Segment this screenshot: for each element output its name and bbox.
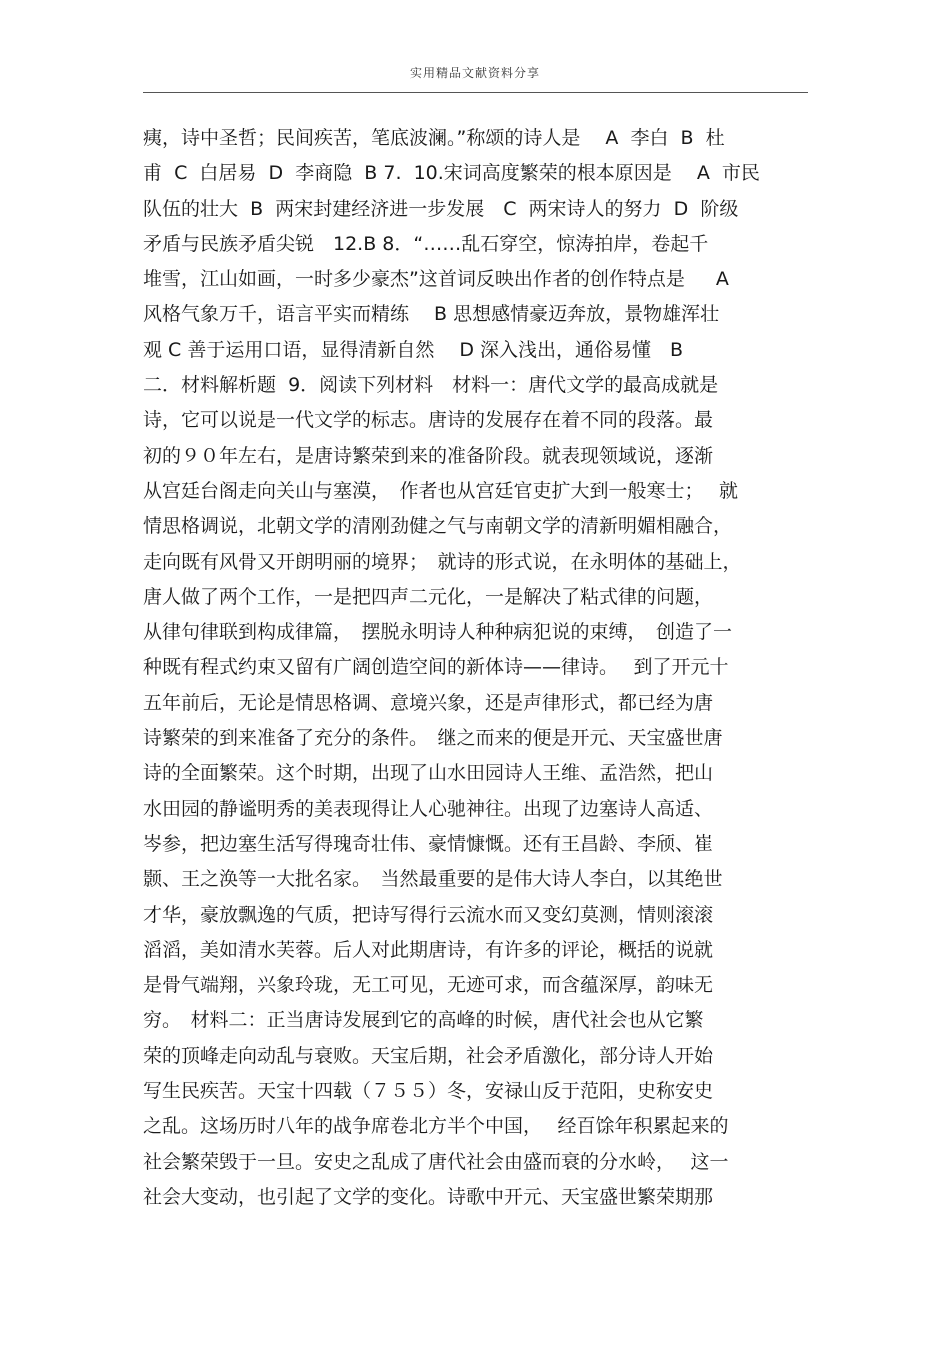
header-divider — [143, 92, 808, 93]
text-line: 荣的顶峰走向动乱与衰败。天宝后期，社会矛盾激化，部分诗人开始 — [143, 1044, 714, 1067]
text-line: 堆雪，江山如画，一时多少豪杰”这首词反映出作者的创作特点是 A — [143, 268, 729, 291]
text-line: 社会大变动，也引起了文学的变化。诗歌中开元、天宝盛世繁荣期那 — [143, 1185, 714, 1208]
text-line: 观 C 善于运用口语，显得清新自然 D 深入浅出，通俗易懂 B — [143, 338, 684, 361]
page-header: 实用精品文献资料分享 — [409, 66, 540, 80]
text-line: 从律句律联到构成律篇， 摆脱永明诗人种种病犯说的束缚， 创造了一 — [143, 621, 733, 644]
text-line: 社会繁荣毁于一旦。安史之乱成了唐代社会由盛而衰的分水岭， 这一 — [143, 1150, 729, 1173]
text-line: 写生民疾苦。天宝十四载（７５５）冬，安禄山反于范阳，史称安史 — [143, 1080, 714, 1103]
text-line: 颢、王之涣等一大批名家。 当然最重要的是伟大诗人李白，以其绝世 — [143, 868, 723, 891]
text-line: 队伍的壮大 B 两宋封建经济进一步发展 C 两宋诗人的努力 D 阶级 — [143, 197, 739, 220]
text-line: 水田园的静谧明秀的美表现得让人心驰神往。出现了边塞诗人高适、 — [143, 797, 714, 820]
body-text — [143, 121, 823, 1215]
text-line: 风格气象万千，语言平实而精练 B 思想感情豪迈奔放，景物雄浑壮 — [143, 303, 720, 326]
text-line: 从宫廷台阁走向关山与塞漠， 作者也从宫廷官吏扩大到一般寒士； 就 — [143, 479, 739, 502]
text-line: 滔滔，美如清水芙蓉。后人对此期唐诗，有许多的评论，概括的说就 — [143, 938, 714, 961]
text-line: 诗的全面繁荣。这个时期，出现了山水田园诗人王维、孟浩然，把山 — [143, 762, 714, 785]
text-line: 甫 C 白居易 D 李商隐 B 7. 10.宋词高度繁荣的根本原因是 A 市民 — [143, 162, 760, 185]
text-line: 种既有程式约束又留有广阔创造空间的新体诗——律诗。 到了开元十 — [143, 656, 729, 679]
text-line: 穷。 材料二：正当唐诗发展到它的高峰的时候，唐代社会也从它繁 — [143, 1009, 704, 1032]
text-line: 痍，诗中圣哲；民间疾苦，笔底波澜。”称颂的诗人是 A 李白 B 杜 — [143, 127, 725, 149]
text-line: 唐人做了两个工作，一是把四声二元化，一是解决了粘式律的问题， — [143, 585, 714, 608]
text-line: 矛盾与民族矛盾尖锐 12.B 8．“……乱石穿空，惊涛拍岸，卷起千 — [143, 232, 709, 255]
text-line: 岑参，把边塞生活写得瑰奇壮伟、豪情慷慨。还有王昌龄、李颀、崔 — [143, 832, 714, 855]
text-line: 二．材料解析题 9．阅读下列材料 材料一：唐代文学的最高成就是 — [143, 374, 719, 397]
text-line: 情思格调说，北朝文学的清刚劲健之气与南朝文学的清新明媚相融合， — [143, 515, 733, 538]
text-line: 诗，它可以说是一代文学的标志。唐诗的发展存在着不同的段落。最 — [143, 409, 714, 432]
text-line: 之乱。这场历时八年的战争席卷北方半个中国， 经百馀年积累起来的 — [143, 1115, 729, 1138]
text-line: 走向既有风骨又开朗明丽的境界； 就诗的形式说，在永明体的基础上， — [143, 550, 742, 573]
text-line: 五年前后，无论是情思格调、意境兴象，还是声律形式，都已经为唐 — [143, 691, 714, 714]
text-line: 诗繁荣的到来准备了充分的条件。 继之而来的便是开元、天宝盛世唐 — [143, 727, 723, 750]
text-line: 是骨气端翔，兴象玲珑，无工可见，无迹可求，而含蕴深厚，韵味无 — [143, 974, 714, 997]
text-line: 初的９０年左右，是唐诗繁荣到来的准备阶段。就表现领域说，逐渐 — [143, 444, 714, 467]
text-line: 才华，豪放飘逸的气质，把诗写得行云流水而又变幻莫测，情则滚滚 — [143, 903, 714, 926]
